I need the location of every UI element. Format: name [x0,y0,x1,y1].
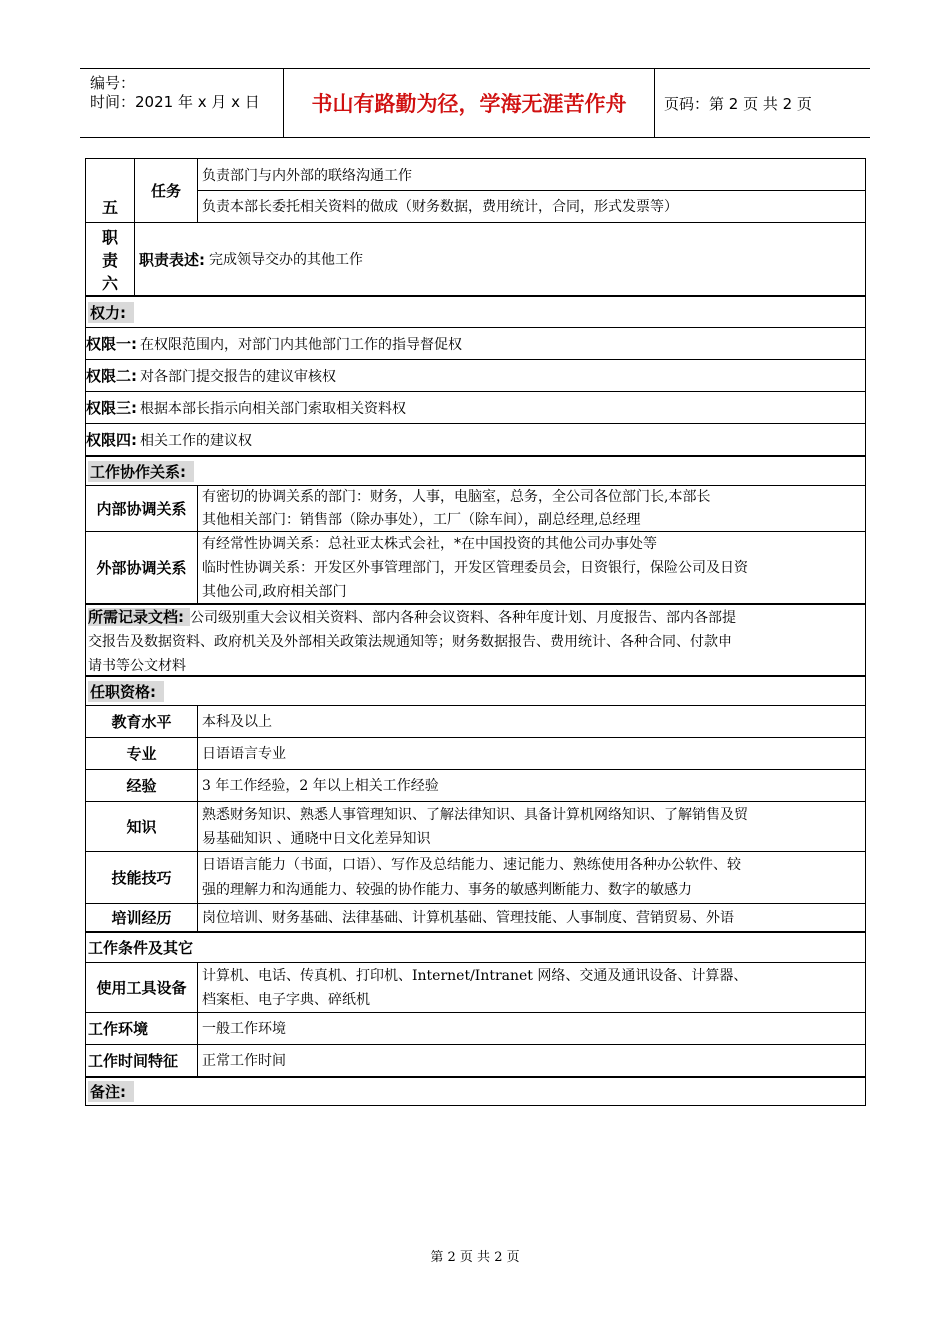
condition-row [86,1012,865,1044]
duty5-task-label: 任务 [134,159,197,222]
qualification-label: 专业 [126,745,157,763]
cooperation-title: 工作协作关系: [88,461,194,482]
qualification-row [86,705,865,737]
qualification-value: 3 年工作经验，2 年以上相关工作经验 [197,770,865,801]
qualification-line: 易基础知识 、通晓中日文化差异知识 [202,831,431,847]
records-row [86,603,865,675]
condition-row [86,962,865,1012]
qualification-value [197,852,865,903]
authority-item [86,391,865,423]
authority-text: 相关工作的建议权 [140,432,252,449]
page-footer: 第 2 页 共 2 页 [430,1250,520,1265]
condition-row [86,1044,865,1076]
qualification-value: 本科及以上 [197,706,865,737]
internal-coordination-row [86,485,865,531]
internal-line: 有密切的协调关系的部门：财务，人事，电脑室，总务，全公司各位部门长,本部长 [202,489,711,505]
date-label: 时间：2021 年 x 月 x 日 [90,93,260,111]
authority-label: 权限三: [86,399,137,417]
internal-lines [197,486,865,531]
qualification-line: 日语语言能力（书面，口语）、写作及总结能力、速记能力、熟练使用各种办公软件、较 [202,857,741,873]
condition-value [197,963,865,1012]
qualification-value: 日语语言专业 [197,738,865,769]
authority-label: 权限四: [86,431,137,449]
condition-value: 一般工作环境 [197,1013,865,1044]
condition-line: 计算机、电话、传真机、打印机、Internet/Intranet 网络、交通及通讯设备、计算器、 [202,968,748,984]
page-header [80,68,870,138]
qualification-line: 熟悉财务知识、熟悉人事管理知识、了解法律知识、具备计算机网络知识、了解销售及贸 [202,807,748,823]
job-description-table [85,158,866,1106]
qualification-row [86,769,865,801]
qualification-row [86,801,865,851]
qualifications-title: 任职资格: [88,681,164,702]
conditions-title: 工作条件及其它 [88,939,194,957]
cooperation-section-title [86,455,865,485]
authority-item [86,423,865,455]
qualification-label: 教育水平 [111,713,172,731]
serial-label: 编号： [90,74,136,92]
header-motto: 书山有路勤为径，学海无涯苦作舟 [283,69,655,137]
condition-line: 档案柜、电子字典、碎纸机 [202,992,370,1008]
header-meta [80,69,283,137]
qualification-row [86,851,865,903]
authority-label: 权限二: [86,367,137,385]
duty6-char: 职 [101,228,118,247]
duty6-statement-label: 职责表述: [139,250,205,269]
duty5-row [86,159,865,222]
records-line: 交报告及数据资料、政府机关及外部相关政策法规通知等；财务数据报告、费用统计、各种合同、付款申 [88,634,732,650]
records-line: 请书等公文材料 [88,658,186,674]
authority-section-title [86,295,865,327]
external-lines [197,532,865,603]
external-line: 其他公司,政府相关部门 [202,584,347,600]
duty5-task-2: 负责本部长委托相关资料的做成（财务数据，费用统计，合同，形式发票等） [198,190,865,223]
authority-text: 对各部门提交报告的建议审核权 [140,368,336,385]
condition-label: 工作时间特征 [88,1052,179,1070]
external-label: 外部协调关系 [96,559,187,577]
qualification-row [86,903,865,931]
qualification-row [86,737,865,769]
remarks-row [86,1076,865,1104]
duty6-char: 责 [101,251,118,270]
duty5-task-list [197,159,865,222]
duty6-char: 六 [101,274,118,293]
records-label: 所需记录文档: [88,608,190,626]
condition-label: 使用工具设备 [96,979,187,997]
authority-text: 在权限范围内，对部门内其他部门工作的指导督促权 [140,336,462,353]
qualifications-section-title [86,675,865,705]
internal-line: 其他相关部门：销售部（除办事处），工厂（除车间），副总经理,总经理 [202,512,641,528]
qualification-label: 技能技巧 [111,869,172,887]
authority-item [86,327,865,359]
qualification-line: 强的理解力和沟通能力、较强的协作能力、事务的敏感判断能力、数字的敏感力 [202,882,692,898]
duty6-statement-cell [134,223,865,295]
qualification-value: 岗位培训、财务基础、法律基础、计算机基础、管理技能、人事制度、营销贸易、外语 [197,904,865,931]
authority-item [86,359,865,391]
internal-label: 内部协调关系 [96,500,187,518]
external-line: 有经常性协调关系：总社亚太株式会社，*在中国投资的其他公司办事处等 [202,536,657,552]
qualification-label: 知识 [126,818,157,836]
qualification-value [197,802,865,851]
qualification-label: 培训经历 [111,909,172,927]
condition-value: 正常工作时间 [197,1045,865,1076]
duty6-row [86,222,865,295]
remarks-label: 备注: [88,1081,134,1102]
external-coordination-row [86,531,865,603]
records-line-1 [88,605,865,630]
duty5-number: 五 [101,198,118,217]
qualification-label: 经验 [126,777,157,795]
duty5-task-1: 负责部门与内外部的联络沟通工作 [202,168,412,184]
records-text: 公司级别重大会议相关资料、部内各种会议资料、各种年度计划、月度报告、部内各部提 [190,610,736,626]
authority-label: 权限一: [86,335,137,353]
external-line: 临时性协调关系：开发区外事管理部门，开发区管理委员会，日资银行，保险公司及日资 [202,560,748,576]
duty6-number [86,223,134,295]
authority-text: 根据本部长指示向相关部门索取相关资料权 [140,400,406,417]
duty6-statement: 完成领导交办的其他工作 [209,252,363,268]
header-page-info: 页码：第 2 页 共 2 页 [664,94,812,113]
condition-label: 工作环境 [88,1020,149,1038]
authority-title: 权力: [88,302,134,323]
conditions-section-title [86,931,865,962]
